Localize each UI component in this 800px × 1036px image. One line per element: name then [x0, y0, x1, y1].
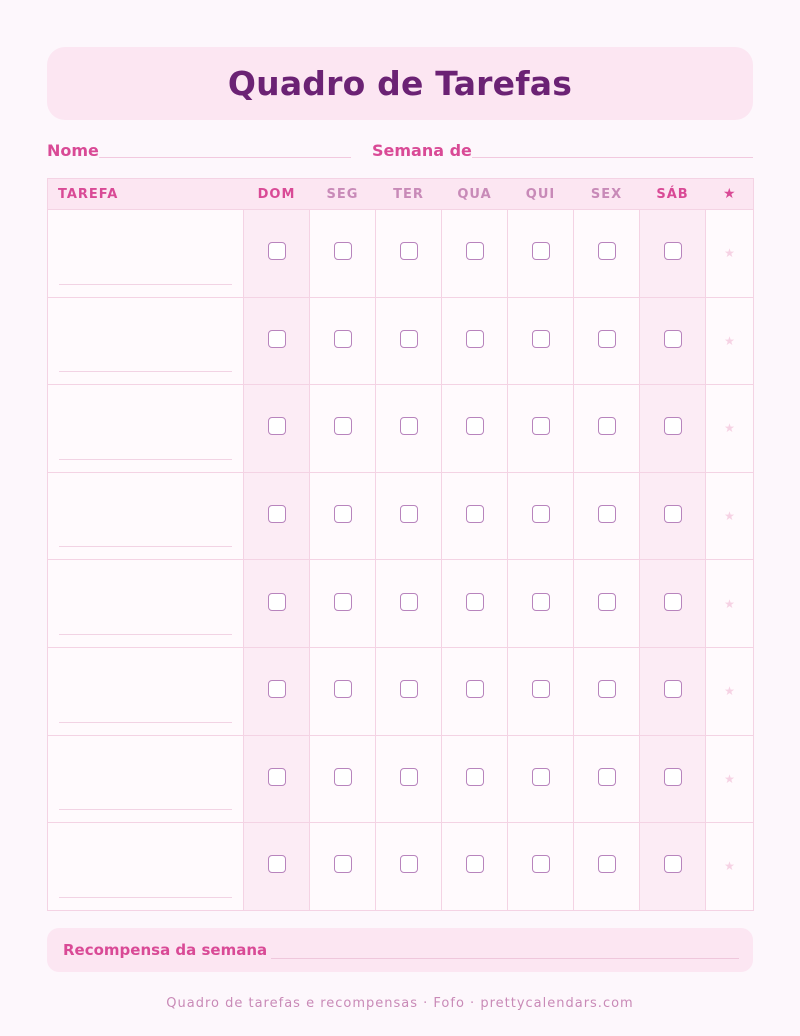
checkbox-icon[interactable]: [268, 855, 286, 873]
checkbox-icon[interactable]: [532, 593, 550, 611]
reward-label: Recompensa da semana: [63, 941, 268, 959]
checkbox-icon[interactable]: [334, 505, 352, 523]
task-cell[interactable]: [48, 735, 244, 823]
day-cell-dom: [244, 560, 310, 648]
table-row: [48, 560, 754, 648]
task-cell[interactable]: [48, 472, 244, 560]
checkbox-icon[interactable]: [268, 768, 286, 786]
task-cell[interactable]: [48, 823, 244, 911]
checkbox-icon[interactable]: [532, 417, 550, 435]
checkbox-icon[interactable]: [400, 593, 418, 611]
day-cell-ter: [376, 297, 442, 385]
task-cell[interactable]: [48, 647, 244, 735]
day-cell-seg: [310, 472, 376, 560]
day-cell-qui: [508, 735, 574, 823]
day-cell-qui: [508, 385, 574, 473]
task-write-line[interactable]: [59, 722, 232, 723]
page-title: Quadro de Tarefas: [227, 64, 573, 103]
day-cell-ter: [376, 385, 442, 473]
day-cell-seg: [310, 297, 376, 385]
day-header-sáb: SÁB: [640, 179, 706, 210]
checkbox-icon[interactable]: [664, 505, 682, 523]
day-cell-seg: [310, 647, 376, 735]
table-row: [48, 385, 754, 473]
day-header-dom: DOM: [244, 179, 310, 210]
day-cell-dom: [244, 297, 310, 385]
checkbox-icon[interactable]: [334, 242, 352, 260]
checkbox-icon[interactable]: [334, 417, 352, 435]
checkbox-icon[interactable]: [466, 680, 484, 698]
task-write-line[interactable]: [59, 897, 232, 898]
task-write-line[interactable]: [59, 284, 232, 285]
task-cell[interactable]: [48, 297, 244, 385]
checkbox-icon[interactable]: [334, 855, 352, 873]
day-cell-qui: [508, 210, 574, 298]
footer-text: Quadro de tarefas e recompensas · Fofo · prettycalendars.com: [166, 996, 634, 1011]
day-cell-sáb: [640, 647, 706, 735]
day-header-sex: SEX: [574, 179, 640, 210]
day-cell-seg: [310, 823, 376, 911]
checkbox-icon[interactable]: [268, 505, 286, 523]
checkbox-icon[interactable]: [598, 768, 616, 786]
day-cell-seg: [310, 210, 376, 298]
star-icon[interactable]: ★: [706, 560, 754, 648]
checkbox-icon[interactable]: [664, 855, 682, 873]
task-cell[interactable]: [48, 385, 244, 473]
checkbox-icon[interactable]: [664, 680, 682, 698]
day-cell-qua: [442, 647, 508, 735]
star-icon[interactable]: ★: [706, 472, 754, 560]
day-cell-sáb: [640, 560, 706, 648]
checkbox-icon[interactable]: [598, 680, 616, 698]
day-cell-sex: [574, 210, 640, 298]
star-icon[interactable]: ★: [706, 297, 754, 385]
checkbox-icon[interactable]: [400, 680, 418, 698]
task-write-line[interactable]: [59, 634, 232, 635]
task-write-line[interactable]: [59, 459, 232, 460]
reward-input-line[interactable]: [271, 958, 739, 959]
checkbox-icon[interactable]: [400, 417, 418, 435]
checkbox-icon[interactable]: [400, 505, 418, 523]
grid-header-row: [48, 179, 754, 210]
star-icon[interactable]: ★: [706, 647, 754, 735]
checkbox-icon[interactable]: [664, 242, 682, 260]
checkbox-icon[interactable]: [268, 417, 286, 435]
checkbox-icon[interactable]: [532, 855, 550, 873]
checkbox-icon[interactable]: [268, 593, 286, 611]
table-row: [48, 823, 754, 911]
day-cell-dom: [244, 472, 310, 560]
checkbox-icon[interactable]: [334, 330, 352, 348]
star-icon[interactable]: ★: [706, 823, 754, 911]
name-label: Nome: [47, 141, 99, 160]
day-cell-qui: [508, 297, 574, 385]
checkbox-icon[interactable]: [664, 330, 682, 348]
day-cell-sex: [574, 647, 640, 735]
day-cell-dom: [244, 647, 310, 735]
table-row: [48, 472, 754, 560]
task-cell[interactable]: [48, 560, 244, 648]
day-cell-sáb: [640, 297, 706, 385]
checkbox-icon[interactable]: [598, 505, 616, 523]
checkbox-icon[interactable]: [334, 680, 352, 698]
day-cell-sáb: [640, 823, 706, 911]
table-row: [48, 297, 754, 385]
day-cell-sex: [574, 472, 640, 560]
task-write-line[interactable]: [59, 546, 232, 547]
checkbox-icon[interactable]: [466, 593, 484, 611]
day-cell-seg: [310, 385, 376, 473]
day-cell-qua: [442, 297, 508, 385]
day-cell-qua: [442, 560, 508, 648]
week-field[interactable]: [372, 138, 753, 160]
day-cell-seg: [310, 560, 376, 648]
day-cell-ter: [376, 472, 442, 560]
task-cell[interactable]: [48, 210, 244, 298]
checkbox-icon[interactable]: [400, 330, 418, 348]
checkbox-icon[interactable]: [334, 768, 352, 786]
day-cell-sáb: [640, 735, 706, 823]
checkbox-icon[interactable]: [466, 505, 484, 523]
checkbox-icon[interactable]: [664, 417, 682, 435]
day-cell-sáb: [640, 385, 706, 473]
checkbox-icon[interactable]: [532, 768, 550, 786]
task-column-header: TAREFA: [48, 179, 244, 210]
name-input-line[interactable]: [99, 157, 351, 158]
checkbox-icon[interactable]: [400, 242, 418, 260]
checkbox-icon[interactable]: [268, 330, 286, 348]
checkbox-icon[interactable]: [664, 593, 682, 611]
checkbox-icon[interactable]: [664, 768, 682, 786]
checkbox-icon[interactable]: [466, 768, 484, 786]
checkbox-icon[interactable]: [400, 855, 418, 873]
checkbox-icon[interactable]: [532, 242, 550, 260]
star-column-header-icon: ★: [706, 179, 754, 210]
checkbox-icon[interactable]: [598, 330, 616, 348]
checkbox-icon[interactable]: [532, 680, 550, 698]
star-icon[interactable]: ★: [706, 385, 754, 473]
checkbox-icon[interactable]: [400, 768, 418, 786]
day-cell-dom: [244, 823, 310, 911]
day-cell-ter: [376, 560, 442, 648]
day-cell-ter: [376, 647, 442, 735]
day-cell-dom: [244, 385, 310, 473]
checkbox-icon[interactable]: [598, 417, 616, 435]
day-header-seg: SEG: [310, 179, 376, 210]
day-cell-qua: [442, 210, 508, 298]
day-cell-sex: [574, 385, 640, 473]
day-cell-qua: [442, 735, 508, 823]
day-cell-sáb: [640, 210, 706, 298]
checkbox-icon[interactable]: [598, 855, 616, 873]
week-label: Semana de: [372, 141, 472, 160]
checkbox-icon[interactable]: [598, 593, 616, 611]
day-cell-qua: [442, 385, 508, 473]
day-header-qua: QUA: [442, 179, 508, 210]
day-cell-sáb: [640, 472, 706, 560]
day-cell-qui: [508, 823, 574, 911]
checkbox-icon[interactable]: [466, 417, 484, 435]
day-cell-qua: [442, 472, 508, 560]
checkbox-icon[interactable]: [334, 593, 352, 611]
checkbox-icon[interactable]: [598, 242, 616, 260]
title-banner: [47, 47, 753, 120]
day-cell-dom: [244, 210, 310, 298]
checkbox-icon[interactable]: [268, 680, 286, 698]
day-cell-sex: [574, 735, 640, 823]
day-cell-sex: [574, 297, 640, 385]
checkbox-icon[interactable]: [466, 330, 484, 348]
day-header-ter: TER: [376, 179, 442, 210]
table-row: [48, 210, 754, 298]
name-field[interactable]: [47, 138, 351, 160]
chore-grid: [47, 178, 754, 911]
table-row: [48, 735, 754, 823]
day-cell-ter: [376, 823, 442, 911]
day-cell-sex: [574, 560, 640, 648]
checkbox-icon[interactable]: [268, 242, 286, 260]
checkbox-icon[interactable]: [532, 330, 550, 348]
reward-box[interactable]: [47, 928, 753, 972]
day-cell-qua: [442, 823, 508, 911]
day-cell-qui: [508, 647, 574, 735]
checkbox-icon[interactable]: [532, 505, 550, 523]
day-cell-seg: [310, 735, 376, 823]
checkbox-icon[interactable]: [466, 855, 484, 873]
day-cell-qui: [508, 560, 574, 648]
day-cell-ter: [376, 735, 442, 823]
task-write-line[interactable]: [59, 809, 232, 810]
day-cell-dom: [244, 735, 310, 823]
table-row: [48, 647, 754, 735]
week-input-line[interactable]: [472, 157, 753, 158]
day-cell-qui: [508, 472, 574, 560]
star-icon[interactable]: ★: [706, 210, 754, 298]
day-header-qui: QUI: [508, 179, 574, 210]
day-cell-ter: [376, 210, 442, 298]
task-write-line[interactable]: [59, 371, 232, 372]
day-cell-sex: [574, 823, 640, 911]
checkbox-icon[interactable]: [466, 242, 484, 260]
star-icon[interactable]: ★: [706, 735, 754, 823]
